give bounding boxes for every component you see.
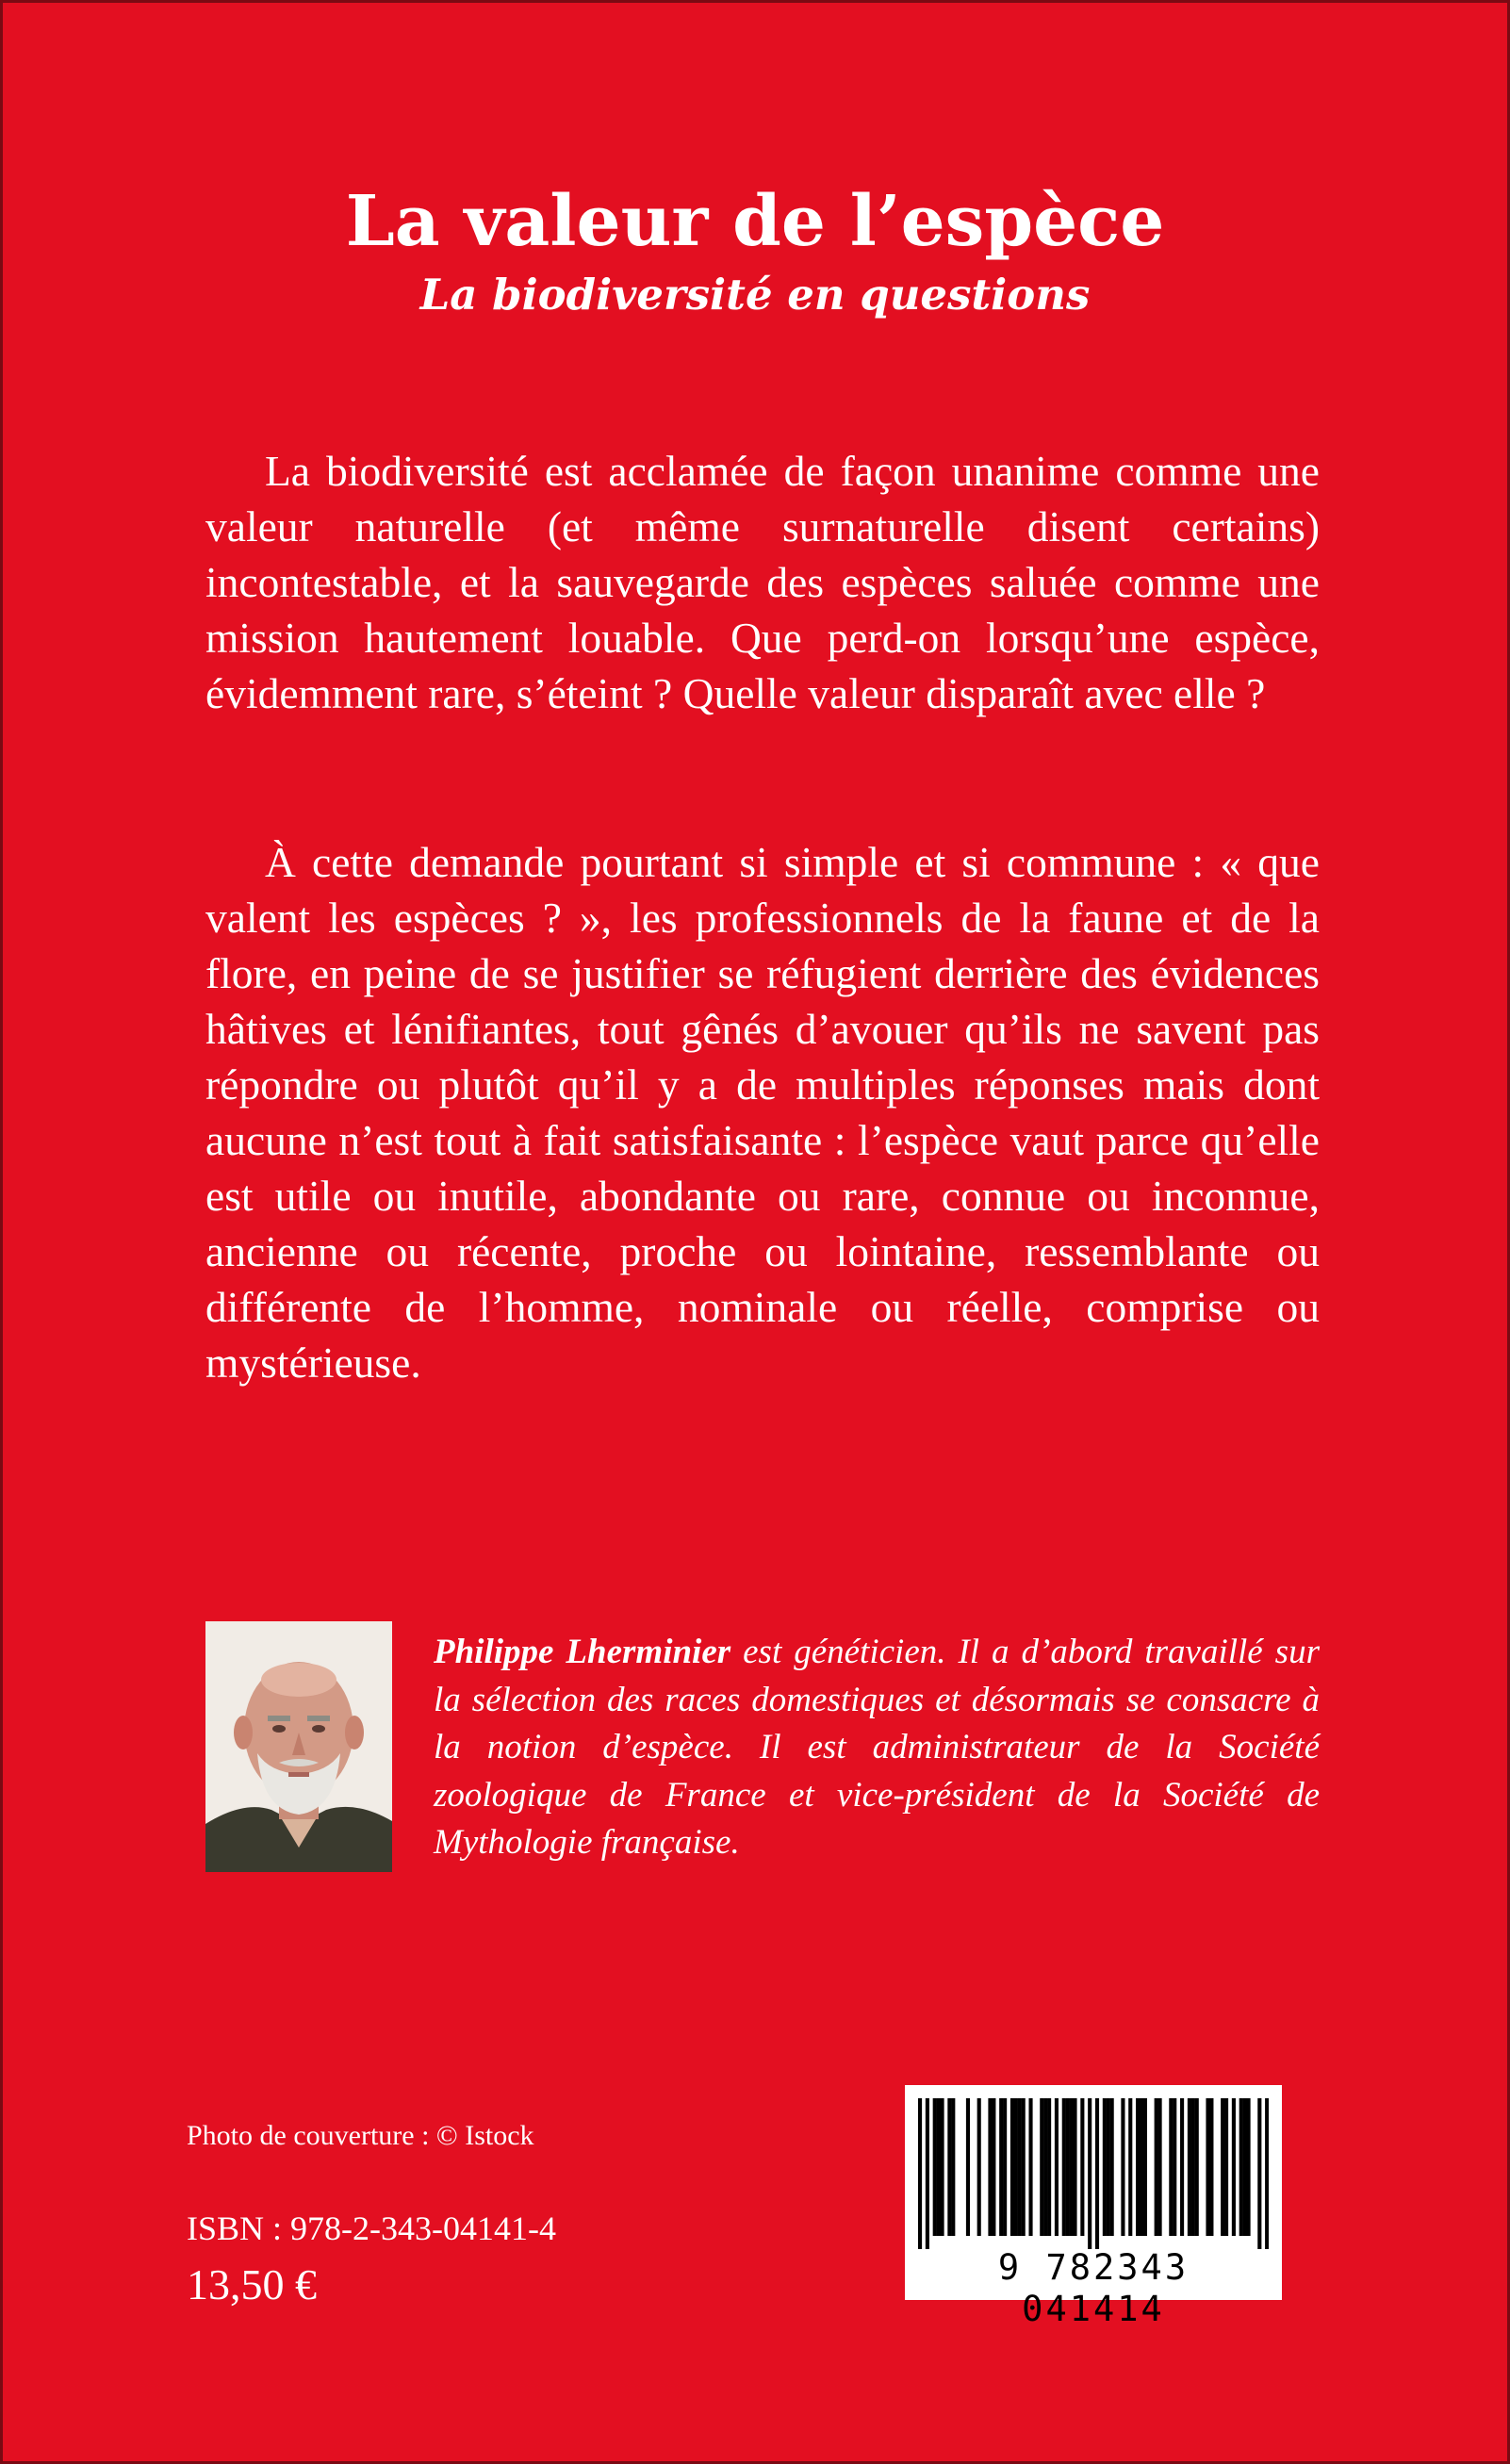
barcode-bar	[1232, 2098, 1236, 2236]
barcode-bar	[1014, 2098, 1018, 2236]
barcode-bar	[1169, 2098, 1173, 2236]
barcode-bar	[1040, 2098, 1043, 2236]
author-portrait-svg	[205, 1621, 392, 1872]
photo-credit: Photo de couverture : © Istock	[187, 2120, 534, 2151]
barcode-bar	[1247, 2098, 1251, 2236]
barcode-bar	[918, 2098, 922, 2249]
barcode-bar	[1243, 2098, 1247, 2236]
barcode-bar	[1107, 2098, 1110, 2236]
barcode-bar	[1257, 2098, 1261, 2249]
barcode-bar	[1055, 2098, 1059, 2236]
barcode-bar	[1043, 2098, 1047, 2236]
barcode-bar	[1080, 2098, 1084, 2236]
barcode-bar	[1070, 2098, 1074, 2236]
barcode-bar	[966, 2098, 970, 2236]
barcode-bar	[1073, 2098, 1076, 2236]
barcode-bar	[1191, 2098, 1195, 2236]
book-subtitle: La biodiversité en questions	[419, 270, 1091, 320]
barcode-bar	[1003, 2098, 1007, 2236]
author-bio	[434, 1629, 1320, 1867]
barcode-bar	[940, 2098, 944, 2236]
book-price: 13,50 €	[187, 2260, 317, 2308]
barcode-bar	[1239, 2098, 1243, 2236]
barcode-bar	[1010, 2098, 1014, 2236]
barcode-bar	[1143, 2098, 1147, 2236]
book-title: La valeur de l’espèce	[345, 181, 1165, 262]
barcode-bar	[1110, 2098, 1114, 2236]
barcode-icon	[918, 2098, 1269, 2249]
barcode-bar	[1265, 2098, 1269, 2249]
barcode-bar	[1062, 2098, 1066, 2236]
barcode-bar	[988, 2098, 992, 2236]
barcode-bar	[1128, 2098, 1132, 2236]
barcode-digits: 9 782343 041414	[997, 2247, 1190, 2329]
barcode-bar	[1180, 2098, 1184, 2236]
barcode-panel	[905, 2085, 1282, 2329]
barcode-bar	[1136, 2098, 1140, 2236]
barcode-bar	[1221, 2098, 1224, 2236]
barcode-bar	[1022, 2098, 1026, 2236]
barcode-bar	[992, 2098, 995, 2236]
barcode-bar	[1140, 2098, 1143, 2236]
barcode-bar	[1018, 2098, 1022, 2236]
blurb-paragraph-1: La biodiversité est acclamée de façon unanime comme une valeur naturelle (et même surnaturelle disent certains) incontestable, et la sauvegarde des espèces saluée comme une mission hautement louable. Que perd-on lorsqu’une espèce, évidemment rare, s’éteint ? Quelle valeur disparaît avec elle ?	[205, 447, 1320, 717]
barcode-bar	[1047, 2098, 1051, 2236]
barcode-bar	[1195, 2098, 1199, 2236]
barcode-bar	[1066, 2098, 1070, 2236]
isbn-number: ISBN : 978-2-343-04141-4	[187, 2209, 556, 2247]
barcode-bar	[1173, 2098, 1176, 2236]
barcode-bar	[1158, 2098, 1162, 2236]
barcode-bar	[1028, 2098, 1032, 2236]
barcode-bar	[933, 2098, 937, 2236]
barcode-bar	[1155, 2098, 1158, 2236]
barcode-bar	[1088, 2098, 1091, 2249]
barcode-bar	[937, 2098, 941, 2236]
barcode-bar	[951, 2098, 955, 2236]
author-name: Philippe Lherminier	[434, 1633, 731, 1671]
author-portrait-icon	[205, 1621, 392, 1872]
barcode-bar	[926, 2098, 929, 2249]
barcode-bar	[1206, 2098, 1209, 2236]
barcode-bar	[1224, 2098, 1228, 2236]
barcode-bar	[1103, 2098, 1107, 2236]
barcode-bar	[947, 2098, 951, 2236]
barcode-bar	[999, 2098, 1003, 2236]
author-bio-text: est généticien. Il a d’abord travaillé sur la sélection des races domestiques et désormais se consacre à la notion d’espèce. Il est administrateur de la Société zoologique de France et vice-président de la Société de Mythologie française.	[434, 1633, 1320, 1862]
barcode-bar	[1121, 2098, 1124, 2236]
blurb-paragraph-2: À cette demande pourtant si simple et si commune : « que valent les espèces ? », les professionnels de la faune et de la flore, en peine de se justifier se réfugient derrière des évidences hâtives et lénifiantes, tout gênés d’avouer qu’ils ne savent pas répondre ou plutôt qu’il y a de multiples réponses mais dont aucune n’est tout à fait satisfaisante : l’espèce vaut parce qu’elle est utile ou inutile, abondante ou rare, connue ou inconnue, ancienne ou récente, proche ou lointaine, ressemblante ou différente de l’homme, nominale ou réelle, comprise ou mystérieuse.	[205, 838, 1320, 1387]
barcode-bar	[977, 2098, 981, 2236]
barcode-bar	[1188, 2098, 1191, 2236]
barcode-bar	[1095, 2098, 1099, 2249]
barcode-bar	[1209, 2098, 1213, 2236]
